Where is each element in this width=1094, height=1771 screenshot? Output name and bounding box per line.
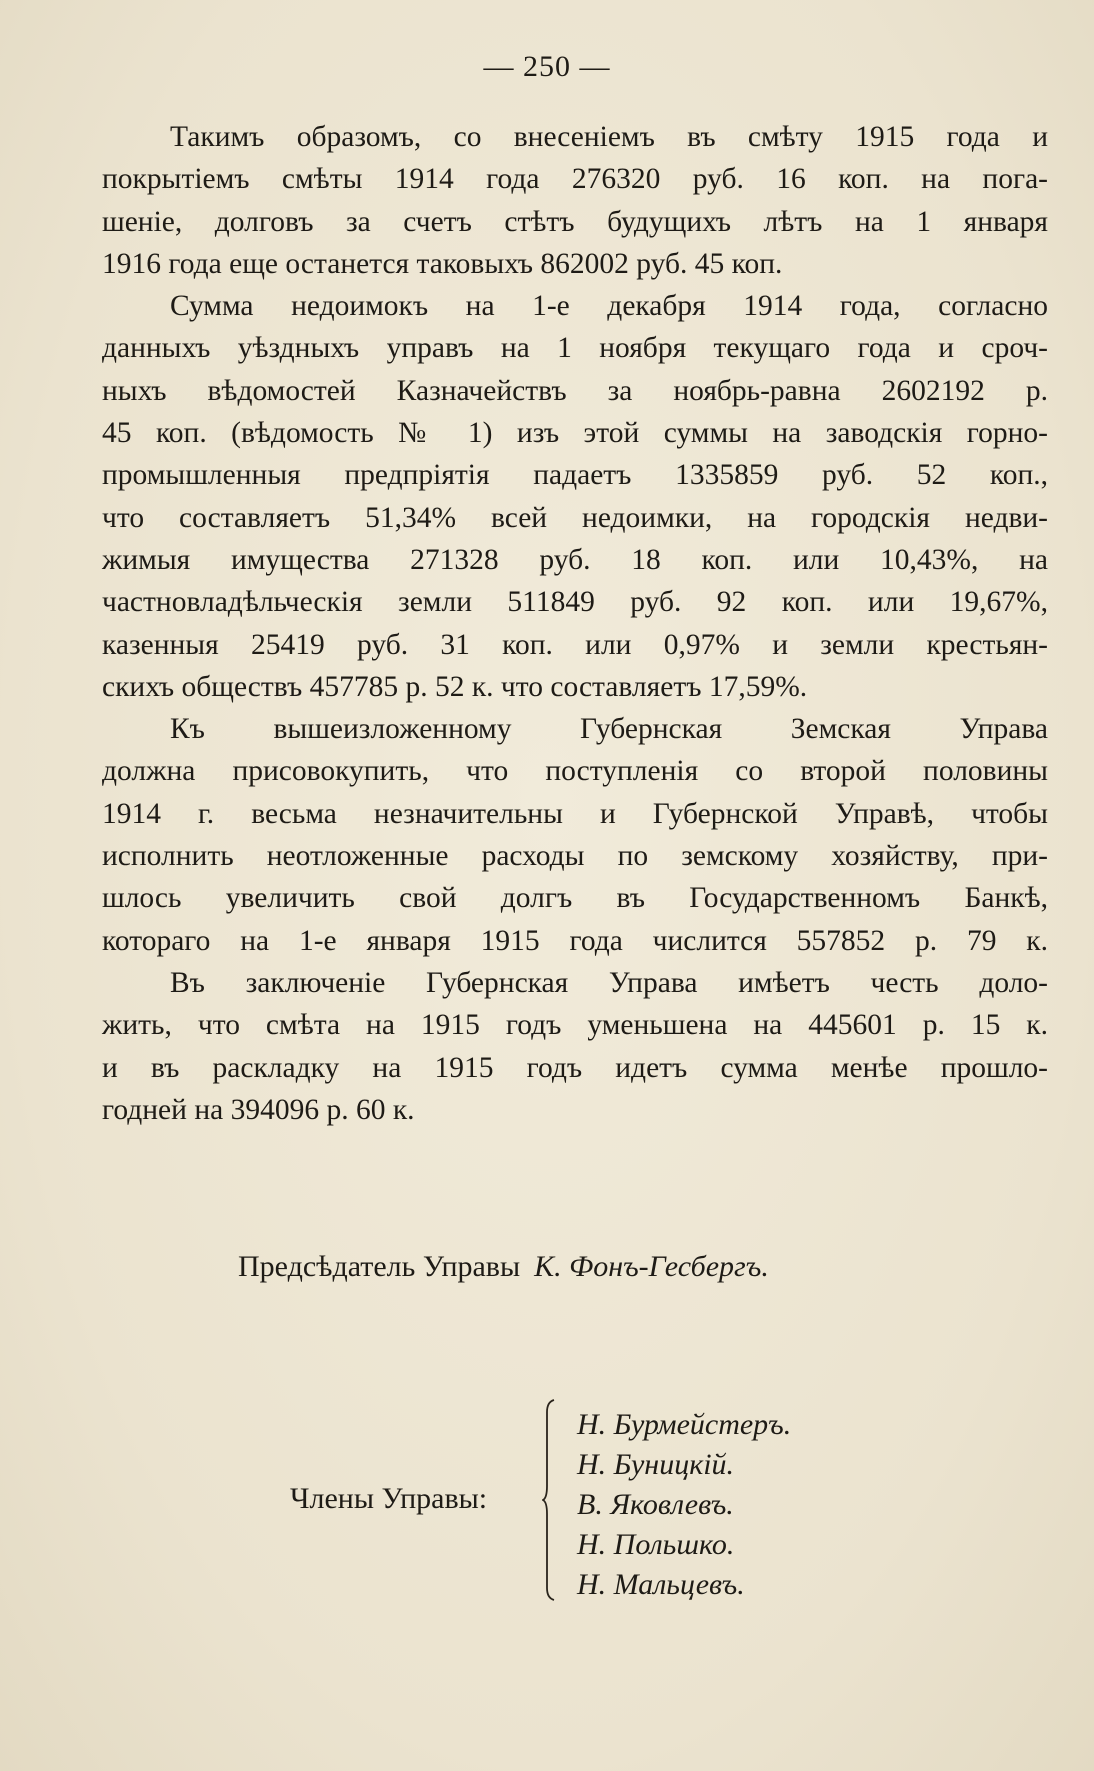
text-line: Къ вышеизложенному Губернская Земская Управа [170, 713, 1048, 746]
paragraph-4 [102, 962, 1048, 1131]
body-text [102, 116, 1048, 1131]
text-line: 45 коп. (вѣдомость № 1) изъ этой суммы на заводскія горно- [102, 417, 1048, 450]
text-line: жимыя имущества 271328 руб. 18 коп. или 10,43%, на [102, 543, 1048, 576]
member-name: Н. Буницкій. [577, 1448, 735, 1481]
text-line: котораго на 1-е января 1915 года числится 557852 р. 79 к. [102, 924, 1048, 957]
text-line: частновладѣльческія земли 511849 руб. 92 коп. или 19,67%, [102, 586, 1048, 619]
text-line: что составляетъ 51,34% всей недоимки, на городскія недви- [102, 501, 1048, 534]
text-line: казенныя 25419 руб. 31 коп. или 0,97% и земли крестьян- [102, 628, 1048, 661]
text-line: скихъ обществъ 457785 р. 52 к. что составляетъ 17,59%. [102, 670, 808, 703]
paragraph-3 [102, 708, 1048, 962]
members-label: Члены Управы: [290, 1482, 488, 1515]
members-list [577, 1405, 791, 1605]
text-line: шлось увеличить свой долгъ въ Государственномъ Банкѣ, [102, 882, 1048, 915]
text-line: должна присовокупить, что поступленія со второй половины [102, 755, 1048, 788]
member-name: Н. Бурмейстеръ. [577, 1408, 792, 1441]
paragraph-1 [102, 116, 1048, 285]
page-number: — 250 — [483, 50, 611, 83]
text-line: данныхъ уѣздныхъ управъ на 1 ноября текущаго года и сроч- [102, 332, 1048, 365]
member-name: В. Яковлевъ. [577, 1488, 734, 1521]
chairman-signature-block [238, 1250, 769, 1284]
brace-bracket [542, 1398, 556, 1602]
text-line: Въ заключеніе Губернская Управа имѣетъ честь доло- [170, 966, 1048, 999]
text-line: ныхъ вѣдомостей Казначействъ за ноябрь-равна 2602192 р. [102, 374, 1048, 407]
member-name: Н. Польшко. [577, 1528, 735, 1561]
member-name: Н. Мальцевъ. [577, 1568, 745, 1601]
text-line: Сумма недоимокъ на 1-е декабря 1914 года, согласно [170, 290, 1048, 323]
text-line: шеніе, долговъ за счетъ стѣтъ будущихъ лѣтъ на 1 января [102, 205, 1048, 238]
text-line: исполнить неотложенные расходы по земскому хозяйству, при- [102, 840, 1048, 873]
text-line: годней на 394096 р. 60 к. [102, 1093, 415, 1126]
chairman-label: Предсѣдатель Управы [238, 1250, 521, 1283]
paragraph-2 [102, 285, 1048, 708]
text-line: 1916 года еще останется таковыхъ 862002 руб. 45 коп. [102, 247, 783, 280]
text-line: и въ раскладку на 1915 годъ идетъ сумма менѣе прошло- [102, 1051, 1048, 1084]
text-line: промышленныя предпріятія падаетъ 1335859 руб. 52 коп., [102, 459, 1048, 492]
text-line: жить, что смѣта на 1915 годъ уменьшена на 445601 р. 15 к. [102, 1009, 1048, 1042]
text-line: 1914 г. весьма незначительны и Губернской Управѣ, чтобы [102, 797, 1048, 830]
text-line: Такимъ образомъ, со внесеніемъ въ смѣту 1915 года и [170, 121, 1048, 153]
text-line: покрытіемъ смѣты 1914 года 276320 руб. 16 коп. на пога- [102, 163, 1048, 196]
chairman-signature: К. Фонъ-Гесбергъ. [534, 1250, 769, 1283]
